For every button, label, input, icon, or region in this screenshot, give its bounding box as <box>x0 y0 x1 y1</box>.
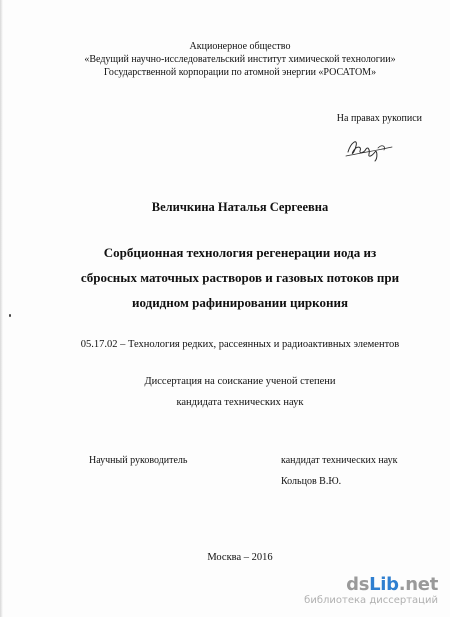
supervisor-name: Кольцов В.Ю. <box>281 476 342 487</box>
watermark-subtitle: библиотека диссертаций <box>304 595 438 606</box>
dissertation-title-line-1: Сорбционная технология регенерации иода из <box>103 245 377 260</box>
supervisor-label: Научный руководитель <box>89 455 188 466</box>
scan-speck <box>9 314 11 317</box>
watermark-logo-ds: ds <box>346 574 370 595</box>
organization-line-1: Акционерное общество <box>189 41 291 52</box>
dissertation-title-line-2: сбросных маточных растворов и газовых потоков при <box>80 270 400 285</box>
city-year: Москва – 2016 <box>207 552 273 563</box>
dslib-watermark[interactable] <box>304 575 438 607</box>
organization-line-2: «Ведущий научно-исследовательский институт химической технологии» <box>84 54 396 65</box>
watermark-logo-lib: Lib <box>369 574 399 595</box>
dissertation-title-line-3: иодидном рафинировании циркония <box>132 295 348 310</box>
page-shadow-edge <box>0 0 3 617</box>
supervisor-degree: кандидат технических наук <box>281 455 398 466</box>
author-name: Величкина Наталья Сергеевна <box>151 200 329 214</box>
watermark-logo <box>304 575 438 595</box>
degree-statement-line-1: Диссертация на соискание ученой степени <box>144 376 336 387</box>
manuscript-rights-note: На правах рукописи <box>336 113 422 124</box>
degree-statement-line-2: кандидата технических наук <box>176 397 304 408</box>
watermark-logo-net: .net <box>398 574 438 595</box>
handwritten-signature <box>342 134 396 162</box>
specialty-code: 05.17.02 – Технология редких, рассеянных и радиоактивных элементов <box>80 339 400 350</box>
organization-line-3: Государственной корпорации по атомной энергии «РОСАТОМ» <box>103 67 377 78</box>
